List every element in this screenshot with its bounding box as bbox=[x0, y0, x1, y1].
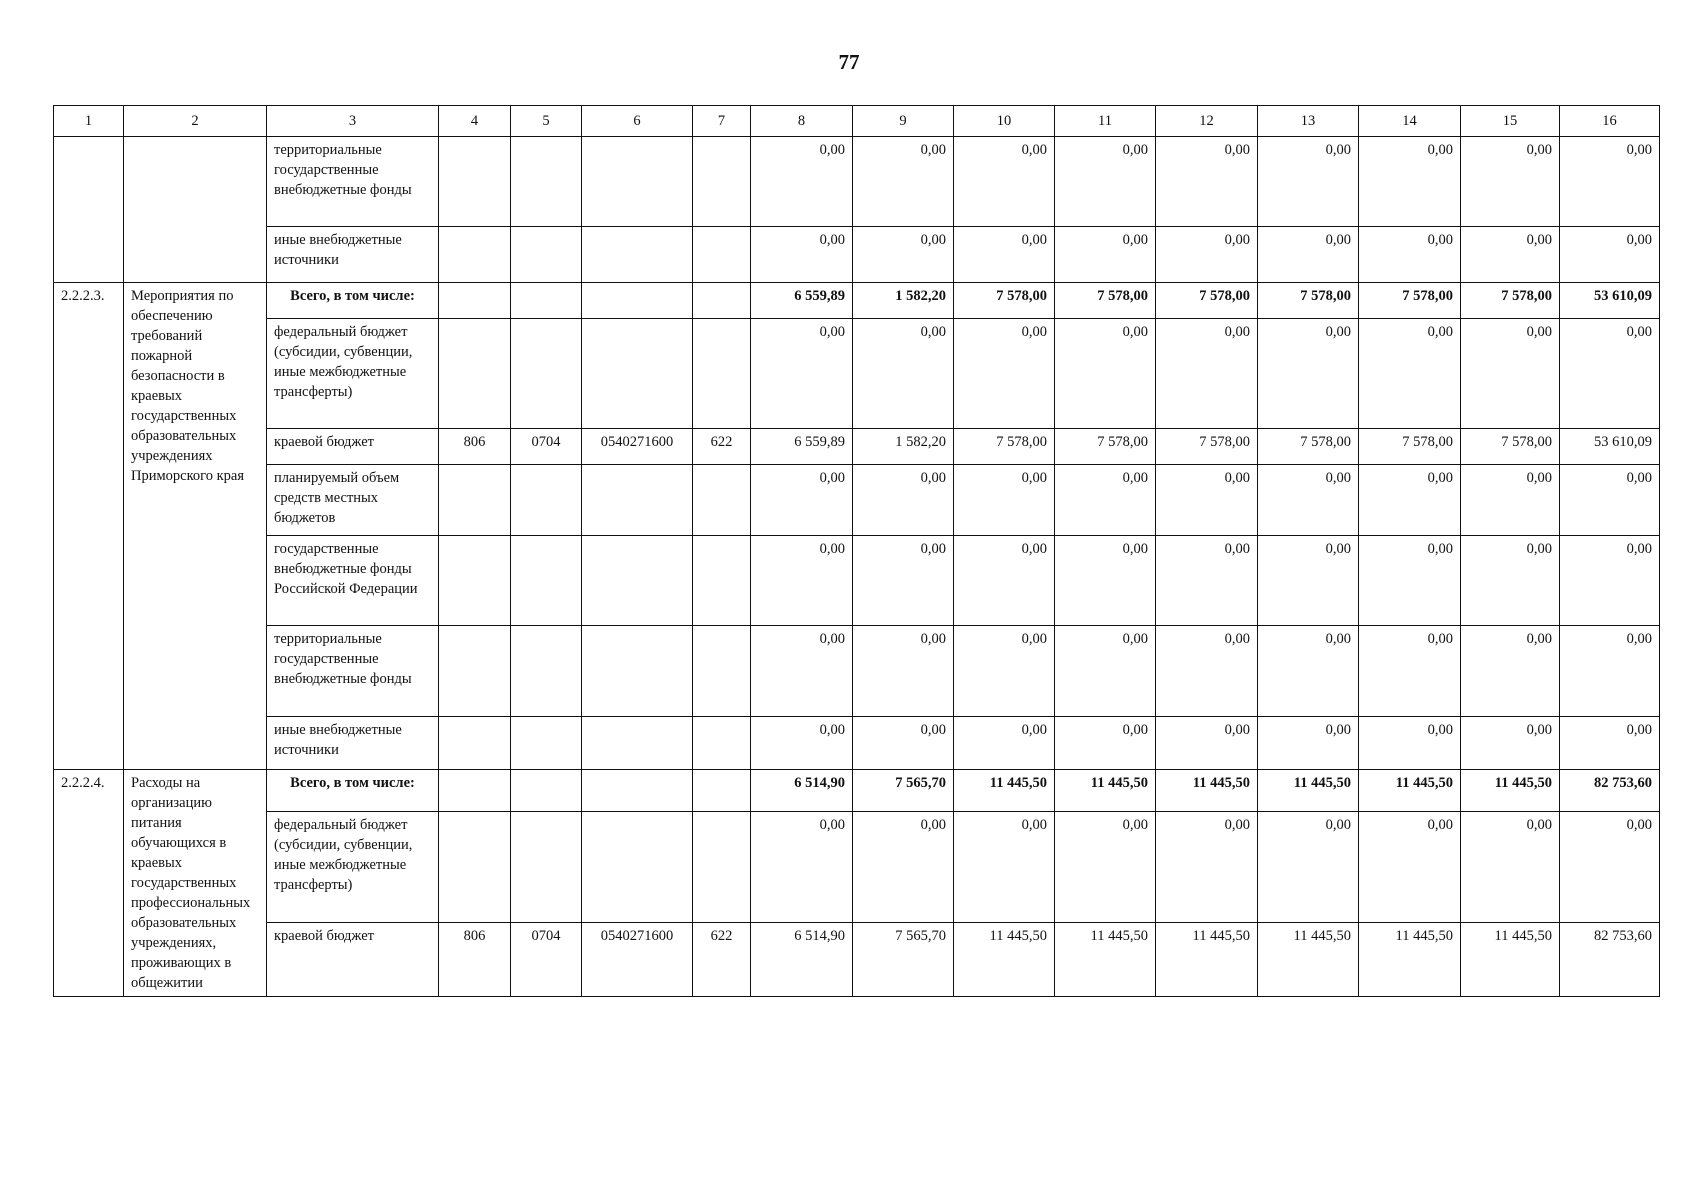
total-value: 53 610,09 bbox=[1560, 283, 1660, 319]
year-value: 7 578,00 bbox=[954, 429, 1055, 465]
year-value: 6 559,89 bbox=[751, 283, 853, 319]
funding-source: территориальные государственные внебюджетные фонды bbox=[267, 626, 439, 717]
year-value: 0,00 bbox=[1461, 536, 1560, 626]
grbs-code bbox=[439, 717, 511, 770]
year-value: 11 445,50 bbox=[1258, 923, 1359, 997]
column-header: 5 bbox=[511, 106, 582, 137]
year-value: 0,00 bbox=[1359, 536, 1461, 626]
year-value: 0,00 bbox=[751, 137, 853, 227]
year-value: 7 578,00 bbox=[954, 283, 1055, 319]
grbs-code bbox=[439, 626, 511, 717]
item-title: Расходы на организацию питания обучающихся в краевых государственных профессиональных образовательных учреждениях, проживающих в общежитии bbox=[124, 770, 267, 997]
year-value: 6 559,89 bbox=[751, 429, 853, 465]
total-value: 0,00 bbox=[1560, 626, 1660, 717]
column-header: 13 bbox=[1258, 106, 1359, 137]
year-value: 0,00 bbox=[1156, 811, 1258, 922]
funding-source: краевой бюджет bbox=[267, 429, 439, 465]
funding-source: федеральный бюджет (субсидии, субвенции, иные межбюджетные трансферты) bbox=[267, 319, 439, 429]
year-value: 0,00 bbox=[954, 465, 1055, 536]
year-value: 0,00 bbox=[751, 227, 853, 283]
target-article-code bbox=[582, 626, 693, 717]
grbs-code: 806 bbox=[439, 429, 511, 465]
total-value: 0,00 bbox=[1560, 227, 1660, 283]
column-header: 16 bbox=[1560, 106, 1660, 137]
year-value: 0,00 bbox=[954, 626, 1055, 717]
year-value: 0,00 bbox=[954, 536, 1055, 626]
year-value: 0,00 bbox=[1461, 227, 1560, 283]
section-code bbox=[511, 137, 582, 227]
table-row bbox=[54, 429, 1660, 465]
grbs-code bbox=[439, 137, 511, 227]
year-value: 0,00 bbox=[751, 465, 853, 536]
column-header: 15 bbox=[1461, 106, 1560, 137]
column-header: 14 bbox=[1359, 106, 1461, 137]
expense-type-code: 622 bbox=[693, 923, 751, 997]
year-value: 7 578,00 bbox=[1156, 429, 1258, 465]
year-value: 0,00 bbox=[1055, 319, 1156, 429]
year-value: 0,00 bbox=[954, 319, 1055, 429]
year-value: 0,00 bbox=[1461, 626, 1560, 717]
total-value: 82 753,60 bbox=[1560, 923, 1660, 997]
funding-source: Всего, в том числе: bbox=[267, 770, 439, 812]
year-value: 0,00 bbox=[1055, 227, 1156, 283]
column-header: 3 bbox=[267, 106, 439, 137]
grbs-code bbox=[439, 283, 511, 319]
section-code bbox=[511, 227, 582, 283]
year-value: 0,00 bbox=[954, 227, 1055, 283]
year-value: 11 445,50 bbox=[1055, 923, 1156, 997]
year-value: 7 565,70 bbox=[853, 770, 954, 812]
year-value: 0,00 bbox=[1156, 137, 1258, 227]
year-value: 0,00 bbox=[954, 717, 1055, 770]
year-value: 0,00 bbox=[1055, 137, 1156, 227]
year-value: 7 578,00 bbox=[1461, 283, 1560, 319]
column-header: 8 bbox=[751, 106, 853, 137]
funding-source: федеральный бюджет (субсидии, субвенции, иные межбюджетные трансферты) bbox=[267, 811, 439, 922]
year-value: 0,00 bbox=[1359, 465, 1461, 536]
year-value: 0,00 bbox=[1055, 465, 1156, 536]
year-value: 7 578,00 bbox=[1461, 429, 1560, 465]
year-value: 1 582,20 bbox=[853, 429, 954, 465]
year-value: 0,00 bbox=[954, 137, 1055, 227]
year-value: 11 445,50 bbox=[954, 923, 1055, 997]
section-code bbox=[511, 283, 582, 319]
expense-type-code bbox=[693, 717, 751, 770]
column-header: 12 bbox=[1156, 106, 1258, 137]
grbs-code bbox=[439, 227, 511, 283]
budget-table bbox=[53, 105, 1660, 997]
section-code bbox=[511, 811, 582, 922]
year-value: 11 445,50 bbox=[1359, 923, 1461, 997]
expense-type-code bbox=[693, 626, 751, 717]
year-value: 11 445,50 bbox=[1461, 923, 1560, 997]
column-header: 9 bbox=[853, 106, 954, 137]
column-header: 11 bbox=[1055, 106, 1156, 137]
year-value: 0,00 bbox=[1461, 319, 1560, 429]
year-value: 0,00 bbox=[1359, 717, 1461, 770]
section-code bbox=[511, 770, 582, 812]
table-row bbox=[54, 283, 1660, 319]
target-article-code bbox=[582, 319, 693, 429]
target-article-code: 0540271600 bbox=[582, 429, 693, 465]
year-value: 6 514,90 bbox=[751, 923, 853, 997]
grbs-code bbox=[439, 465, 511, 536]
year-value: 0,00 bbox=[1258, 626, 1359, 717]
funding-source: территориальные государственные внебюджетные фонды bbox=[267, 137, 439, 227]
year-value: 0,00 bbox=[853, 227, 954, 283]
column-header: 6 bbox=[582, 106, 693, 137]
year-value: 7 578,00 bbox=[1359, 283, 1461, 319]
year-value: 7 578,00 bbox=[1258, 283, 1359, 319]
year-value: 0,00 bbox=[1461, 465, 1560, 536]
year-value: 11 445,50 bbox=[954, 770, 1055, 812]
year-value: 0,00 bbox=[1359, 811, 1461, 922]
year-value: 7 578,00 bbox=[1055, 283, 1156, 319]
target-article-code: 0540271600 bbox=[582, 923, 693, 997]
target-article-code bbox=[582, 536, 693, 626]
year-value: 0,00 bbox=[1156, 626, 1258, 717]
total-value: 82 753,60 bbox=[1560, 770, 1660, 812]
item-title: Мероприятия по обеспечению требований пожарной безопасности в краевых государственных образовательных учреждениях Приморского края bbox=[124, 283, 267, 770]
year-value: 0,00 bbox=[1359, 227, 1461, 283]
year-value: 0,00 bbox=[1156, 319, 1258, 429]
expense-type-code bbox=[693, 319, 751, 429]
table-row bbox=[54, 137, 1660, 227]
year-value: 0,00 bbox=[751, 319, 853, 429]
year-value: 0,00 bbox=[751, 626, 853, 717]
funding-source: краевой бюджет bbox=[267, 923, 439, 997]
grbs-code bbox=[439, 770, 511, 812]
grbs-code bbox=[439, 811, 511, 922]
year-value: 11 445,50 bbox=[1055, 770, 1156, 812]
total-value: 0,00 bbox=[1560, 811, 1660, 922]
table-body bbox=[54, 137, 1660, 997]
expense-type-code bbox=[693, 536, 751, 626]
year-value: 0,00 bbox=[1156, 227, 1258, 283]
year-value: 0,00 bbox=[853, 811, 954, 922]
year-value: 0,00 bbox=[1461, 811, 1560, 922]
column-header: 7 bbox=[693, 106, 751, 137]
year-value: 0,00 bbox=[853, 626, 954, 717]
expense-type-code bbox=[693, 283, 751, 319]
year-value: 7 565,70 bbox=[853, 923, 954, 997]
page-number: 77 bbox=[838, 50, 860, 74]
year-value: 0,00 bbox=[1055, 536, 1156, 626]
expense-type-code bbox=[693, 465, 751, 536]
funding-source: Всего, в том числе: bbox=[267, 283, 439, 319]
target-article-code bbox=[582, 811, 693, 922]
table-row bbox=[54, 626, 1660, 717]
year-value: 0,00 bbox=[1258, 465, 1359, 536]
table-row bbox=[54, 319, 1660, 429]
year-value: 0,00 bbox=[1461, 717, 1560, 770]
grbs-code bbox=[439, 319, 511, 429]
item-title bbox=[124, 137, 267, 283]
year-value: 0,00 bbox=[1055, 811, 1156, 922]
total-value: 0,00 bbox=[1560, 536, 1660, 626]
section-code bbox=[511, 626, 582, 717]
funding-source: иные внебюджетные источники bbox=[267, 227, 439, 283]
year-value: 11 445,50 bbox=[1258, 770, 1359, 812]
total-value: 0,00 bbox=[1560, 465, 1660, 536]
expense-type-code bbox=[693, 811, 751, 922]
year-value: 0,00 bbox=[751, 717, 853, 770]
funding-source: иные внебюджетные источники bbox=[267, 717, 439, 770]
year-value: 0,00 bbox=[853, 465, 954, 536]
target-article-code bbox=[582, 283, 693, 319]
section-code bbox=[511, 319, 582, 429]
year-value: 6 514,90 bbox=[751, 770, 853, 812]
column-header: 4 bbox=[439, 106, 511, 137]
year-value: 0,00 bbox=[1258, 811, 1359, 922]
year-value: 0,00 bbox=[853, 536, 954, 626]
section-code bbox=[511, 536, 582, 626]
header-row bbox=[54, 106, 1660, 137]
year-value: 0,00 bbox=[1461, 137, 1560, 227]
expense-type-code bbox=[693, 770, 751, 812]
grbs-code bbox=[439, 536, 511, 626]
table-row bbox=[54, 465, 1660, 536]
year-value: 0,00 bbox=[1258, 227, 1359, 283]
column-header: 1 bbox=[54, 106, 124, 137]
target-article-code bbox=[582, 227, 693, 283]
table-row bbox=[54, 536, 1660, 626]
year-value: 0,00 bbox=[954, 811, 1055, 922]
total-value: 0,00 bbox=[1560, 319, 1660, 429]
funding-source: государственные внебюджетные фонды Российской Федерации bbox=[267, 536, 439, 626]
target-article-code bbox=[582, 465, 693, 536]
total-value: 0,00 bbox=[1560, 137, 1660, 227]
year-value: 7 578,00 bbox=[1258, 429, 1359, 465]
year-value: 11 445,50 bbox=[1156, 770, 1258, 812]
year-value: 0,00 bbox=[751, 811, 853, 922]
target-article-code bbox=[582, 717, 693, 770]
item-number: 2.2.2.4. bbox=[54, 770, 124, 997]
year-value: 0,00 bbox=[1258, 536, 1359, 626]
year-value: 0,00 bbox=[1359, 626, 1461, 717]
column-header: 10 bbox=[954, 106, 1055, 137]
year-value: 1 582,20 bbox=[853, 283, 954, 319]
table-row bbox=[54, 770, 1660, 812]
target-article-code bbox=[582, 137, 693, 227]
year-value: 0,00 bbox=[1359, 319, 1461, 429]
year-value: 0,00 bbox=[1258, 137, 1359, 227]
expense-type-code: 622 bbox=[693, 429, 751, 465]
total-value: 0,00 bbox=[1560, 717, 1660, 770]
year-value: 0,00 bbox=[751, 536, 853, 626]
year-value: 0,00 bbox=[1156, 536, 1258, 626]
year-value: 0,00 bbox=[853, 137, 954, 227]
year-value: 7 578,00 bbox=[1156, 283, 1258, 319]
year-value: 11 445,50 bbox=[1359, 770, 1461, 812]
year-value: 11 445,50 bbox=[1461, 770, 1560, 812]
section-code: 0704 bbox=[511, 923, 582, 997]
year-value: 0,00 bbox=[1156, 717, 1258, 770]
year-value: 0,00 bbox=[1055, 626, 1156, 717]
year-value: 0,00 bbox=[1156, 465, 1258, 536]
year-value: 0,00 bbox=[853, 319, 954, 429]
table-row bbox=[54, 717, 1660, 770]
year-value: 7 578,00 bbox=[1359, 429, 1461, 465]
table-row bbox=[54, 227, 1660, 283]
section-code bbox=[511, 465, 582, 536]
year-value: 7 578,00 bbox=[1055, 429, 1156, 465]
target-article-code bbox=[582, 770, 693, 812]
year-value: 0,00 bbox=[1258, 717, 1359, 770]
year-value: 0,00 bbox=[1258, 319, 1359, 429]
section-code: 0704 bbox=[511, 429, 582, 465]
total-value: 53 610,09 bbox=[1560, 429, 1660, 465]
item-number: 2.2.2.3. bbox=[54, 283, 124, 770]
expense-type-code bbox=[693, 227, 751, 283]
item-number bbox=[54, 137, 124, 283]
year-value: 0,00 bbox=[1359, 137, 1461, 227]
table-row bbox=[54, 923, 1660, 997]
table-row bbox=[54, 811, 1660, 922]
expense-type-code bbox=[693, 137, 751, 227]
funding-source: планируемый объем средств местных бюджетов bbox=[267, 465, 439, 536]
column-header: 2 bbox=[124, 106, 267, 137]
year-value: 0,00 bbox=[853, 717, 954, 770]
grbs-code: 806 bbox=[439, 923, 511, 997]
year-value: 11 445,50 bbox=[1156, 923, 1258, 997]
year-value: 0,00 bbox=[1055, 717, 1156, 770]
section-code bbox=[511, 717, 582, 770]
